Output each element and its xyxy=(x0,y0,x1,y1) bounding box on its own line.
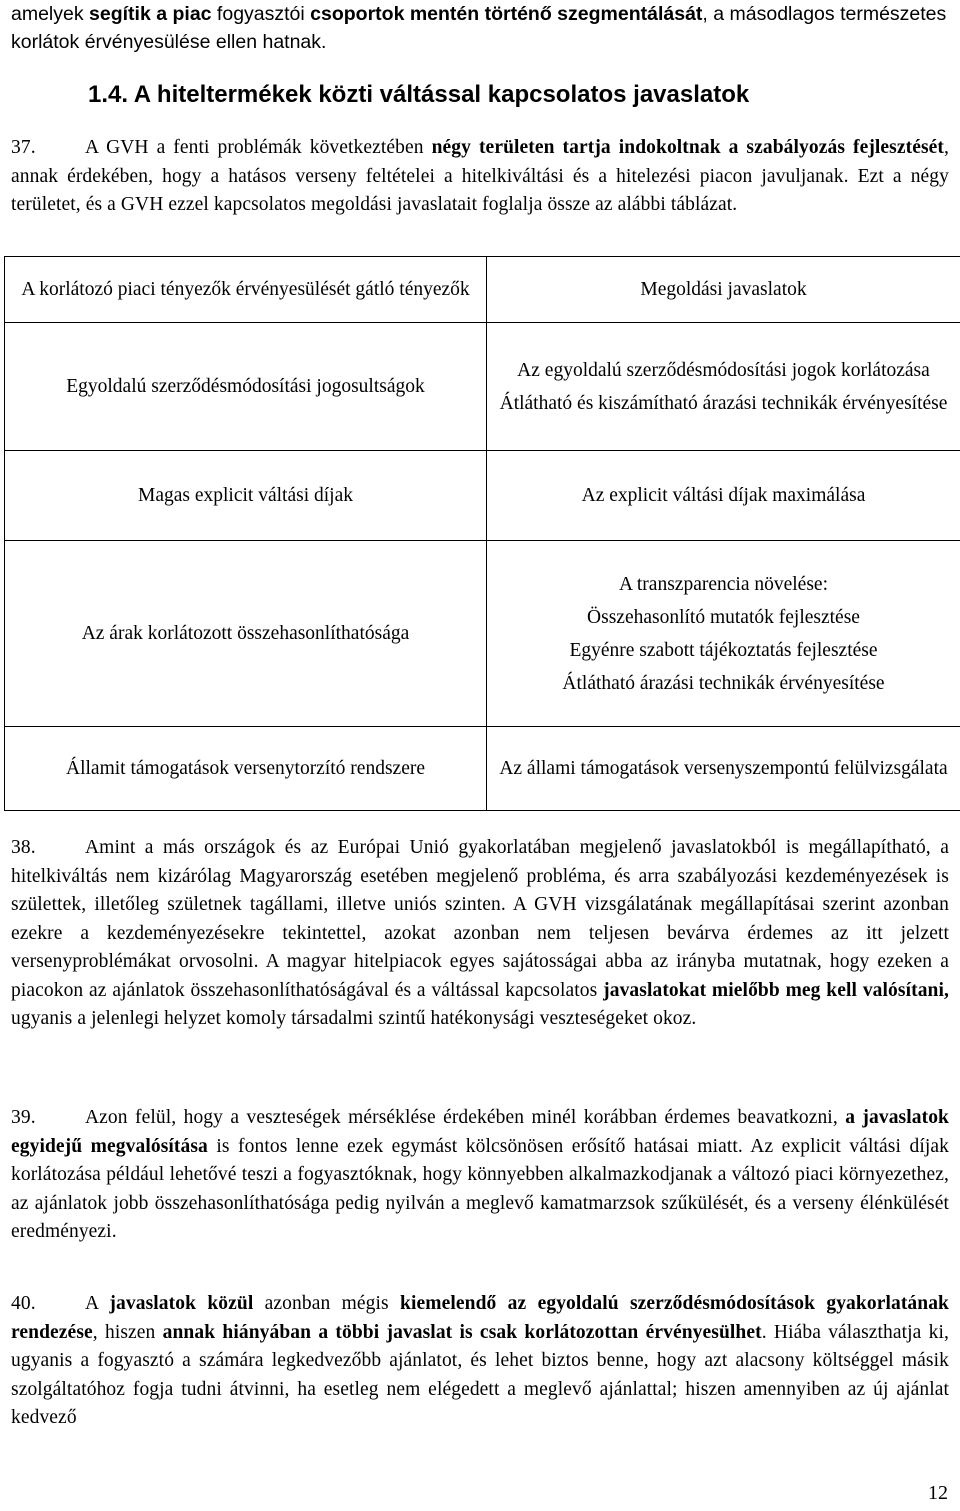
text-run: A GVH a fenti problémák következtében xyxy=(85,137,432,158)
solution-item: Egyénre szabott tájékoztatás fejlesztése xyxy=(569,639,878,661)
table-row xyxy=(5,541,960,727)
text-run: . Hiába választhatja ki, ugyanis a fogyasztó a számára legkedvezőbb ajánlatot, és lehet biztos benne, hogy azt alacsony költséggel másik szolgáltatóhoz fogja tudni átvinni, ha esetleg nem elégedett a meglevő ajánlattal; hiszen amennyiben az új ajánlat kedvező xyxy=(11,1321,950,1428)
paragraph-38 xyxy=(11,834,949,1034)
factor-cell: Magas explicit váltási díjak xyxy=(5,451,487,541)
bold-text: annak hiányában a többi javaslat is csak korlátozottan érvényesülhet xyxy=(162,1321,762,1343)
table-row xyxy=(5,323,960,451)
text-run: , annak érdekében, hogy a hatásos verseny feltételei a hitelkiváltási és a hitelezési piacon javuljanak. Ezt a négy területet, és a GVH ezzel kapcsolatos megoldási javaslatait foglalja össze az alábbi táblázat. xyxy=(11,137,949,215)
intro-text xyxy=(11,0,949,56)
text-run: ugyanis a jelenlegi helyzet komoly társadalmi szintű hatékonysági veszteségeket okoz. xyxy=(11,1008,697,1029)
bold-text: négy területen tartja indokoltnak a szabályozás fejlesztését xyxy=(431,137,945,158)
text-run: is fontos lenne ezek egymást kölcsönösen erősítő hatásai miatt. Az explicit váltási díjak korlátozása például lehetővé teszi a fogyasztóknak, hogy könnyebben alkalmazkodjanak a változó piaci környezethez, az ajánlatok jobb összehasonlíthatósága pedig nyilván a meglevő kamatmarzsok szűkülését, és a verseny élénkülését eredményezi. xyxy=(11,1135,949,1242)
paragraph-40 xyxy=(11,1290,949,1433)
text-run: , a másodlagos természetes korlátok érvényesülése ellen hatnak. xyxy=(11,3,947,53)
solutions-cell xyxy=(487,541,960,727)
table-row xyxy=(5,727,960,811)
bold-text: a javaslatok egyidejű megvalósítása xyxy=(11,1107,949,1157)
factor-cell: Államit támogatások versenytorzító rendszere xyxy=(5,727,487,811)
page-number: 12 xyxy=(928,1482,948,1504)
table-header-solutions: Megoldási javaslatok xyxy=(487,257,960,323)
solution-item: Az állami támogatások versenyszempontú felülvizsgálata xyxy=(499,758,948,779)
factor-cell: Egyoldalú szerződésmódosítási jogosultságok xyxy=(5,323,487,451)
text-run: A xyxy=(85,1293,110,1314)
bold-text: javaslatok közül xyxy=(109,1293,254,1314)
text-run: Azon felül, hogy a veszteségek mérséklése érdekében minél korábban érdemes beavatkozni, xyxy=(85,1107,846,1128)
solution-item: Átlátható árazási technikák érvényesítése xyxy=(562,672,885,694)
proposals-table xyxy=(4,256,960,811)
paragraph-number: 39. xyxy=(11,1107,36,1128)
table-header-row xyxy=(5,257,960,323)
paragraph-39 xyxy=(11,1104,949,1247)
text-run: fogyasztói xyxy=(211,3,311,25)
text-run: amelyek xyxy=(11,3,90,25)
solution-item: Az egyoldalú szerződésmódosítási jogok korlátozása xyxy=(517,359,930,381)
factor-cell: Az árak korlátozott összehasonlíthatósága xyxy=(5,541,487,727)
text-run: Amint a más országok és az Európai Unió gyakorlatában megjelenő javaslatokból is megállapítható, a hitelkiváltás nem kizárólag Magyarország esetében megjelenő probléma, és arra szabályozási kezdeményezések is születtek, illetőleg születnek tagállami, illetve uniós szinten. A GVH vizsgálatának megállapításai szerint azonban ezekre a kezdeményezésekre tekintettel, azokat azonban nem teljesen bevárva érdemes az itt jelzett versenyproblémákat orvosolni. A magyar hitelpiacok egyes sajátosságai abba az irányba mutatnak, hogy ezeken a piacokon az ajánlatok összehasonlíthatóságával és a váltással kapcsolatos xyxy=(11,837,949,1001)
solutions-cell xyxy=(487,727,960,811)
table-row xyxy=(5,451,960,541)
bold-text: kiemelendő az egyoldalú szerződésmódosítások gyakorlatának rendezése xyxy=(11,1293,950,1343)
solutions-cell xyxy=(487,323,960,451)
solution-item: Összehasonlító mutatók fejlesztése xyxy=(587,606,860,628)
solution-item: Átlátható és kiszámítható árazási technikák érvényesítése xyxy=(499,392,948,414)
paragraph-number: 38. xyxy=(11,837,36,858)
text-run: azonban mégis xyxy=(253,1293,401,1314)
solution-item: A transzparencia növelése: xyxy=(619,573,828,595)
bold-text: javaslatokat mielőbb meg kell valósítani, xyxy=(603,979,949,1001)
paragraph-number: 40. xyxy=(11,1293,36,1314)
section-heading: 1.4. A hiteltermékek közti váltással kapcsolatos javaslatok xyxy=(88,81,750,108)
paragraph-number: 37. xyxy=(11,137,36,158)
bold-text: segítik a piac xyxy=(89,3,212,25)
solution-item: Az explicit váltási díjak maximálása xyxy=(581,485,866,506)
bold-text: csoportok mentén történő szegmentálását xyxy=(310,3,703,25)
paragraph-37 xyxy=(11,134,949,220)
table-header-factors: A korlátozó piaci tényezők érvényesülését gátló tényezők xyxy=(5,257,487,323)
solutions-cell xyxy=(487,451,960,541)
text-run: , hiszen xyxy=(92,1321,163,1343)
